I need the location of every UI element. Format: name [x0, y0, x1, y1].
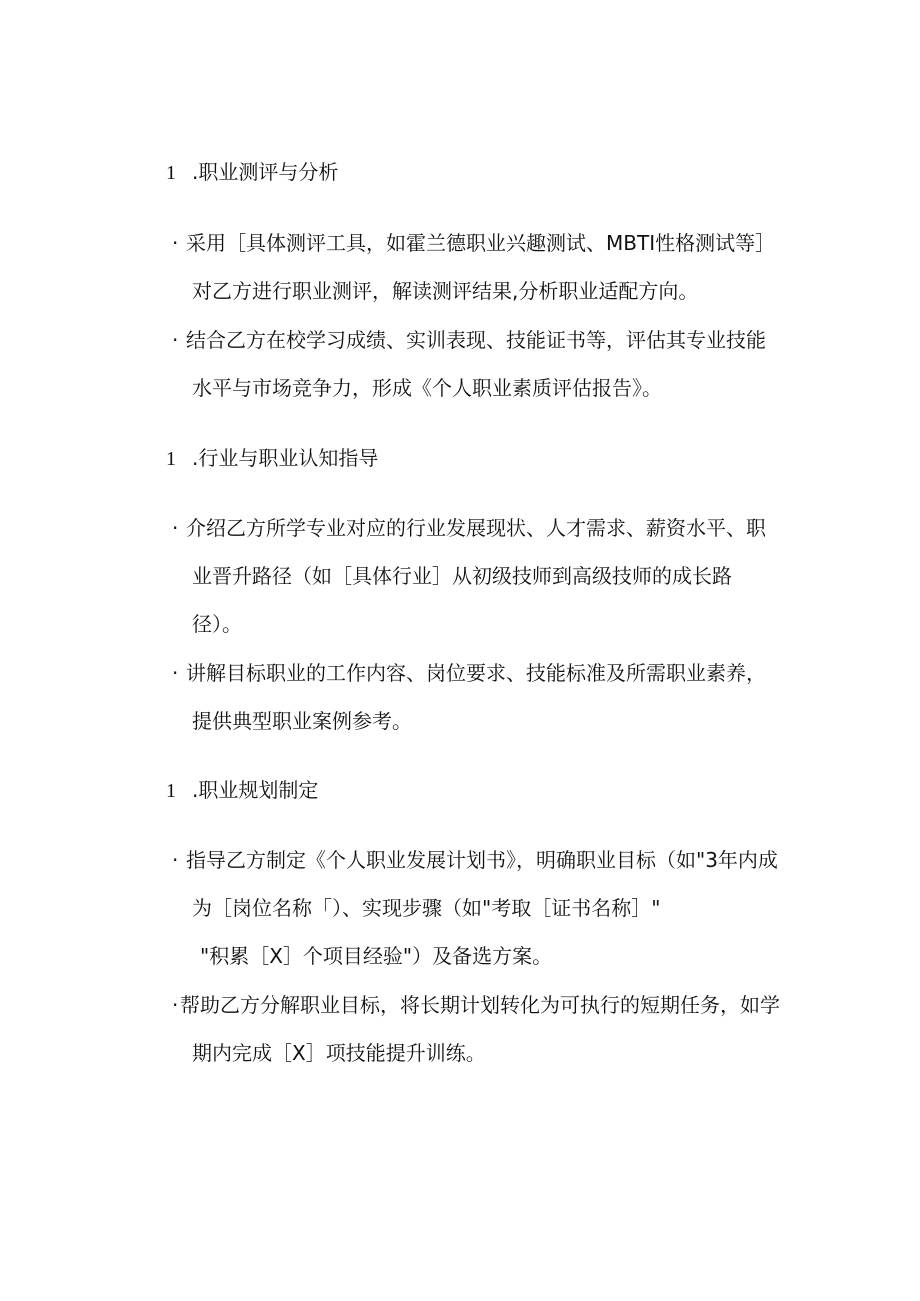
bullet-continuation: 对乙方进行职业测评，解读测评结果,分析职业适配方向。 [192, 279, 699, 303]
bullet-text: 帮助乙方分解职业目标，将长期计划转化为可执行的短期任务，如学 [180, 993, 780, 1017]
section-heading [166, 444, 378, 473]
section-title: .职业测评与分析 [192, 160, 339, 184]
bullet-text: 指导乙方制定《个人职业发展计划书》，明确职业目标（如"3年内成 [186, 848, 778, 872]
bullet-line [172, 229, 775, 257]
bullet-line [172, 659, 766, 687]
bullet-continuation: 期内完成［X］项技能提升训练。 [192, 1041, 486, 1065]
section-heading [166, 158, 338, 187]
bullet-mark: · [172, 993, 179, 1017]
bullet-text: 结合乙方在校学习成绩、实训表现、技能证书等，评估其专业技能 [186, 328, 766, 352]
section-number: 1 [166, 448, 176, 470]
bullet-text: 采用［具体测评工具，如霍兰德职业兴趣测试、MBTI性格测试等］ [186, 231, 776, 255]
bullet-continuation: 水平与市场竞争力，形成《个人职业素质评估报告》。 [192, 376, 662, 400]
bullet-mark: · [172, 516, 179, 540]
bullet-continuation: "积累［X］个项目经验"）及备选方案。 [200, 944, 553, 968]
section-title: .行业与职业认知指导 [192, 446, 379, 470]
bullet-continuation: 提供典型职业案例参考。 [192, 709, 412, 733]
bullet-continuation: 径）。 [192, 612, 242, 636]
section-heading [166, 776, 318, 805]
bullet-text: 讲解目标职业的工作内容、岗位要求、技能标准及所需职业素养， [186, 661, 766, 685]
bullet-continuation: 业晋升路径（如［具体行业］从初级技师到高级技师的成长路 [192, 564, 732, 588]
bullet-line [172, 514, 766, 542]
bullet-text: 介绍乙方所学专业对应的行业发展现状、人才需求、薪资水平、职 [186, 516, 766, 540]
bullet-mark: · [172, 848, 179, 872]
bullet-mark: · [172, 231, 179, 255]
section-number: 1 [166, 162, 176, 184]
bullet-mark: · [172, 328, 179, 352]
bullet-continuation: 为［岗位名称「）、实现步骤（如"考取［证书名称］" [192, 896, 661, 920]
bullet-mark: · [172, 661, 179, 685]
bullet-line [172, 991, 780, 1019]
section-number: 1 [166, 780, 176, 802]
bullet-line [172, 846, 778, 874]
bullet-line [172, 326, 766, 354]
section-title: .职业规划制定 [192, 778, 319, 802]
